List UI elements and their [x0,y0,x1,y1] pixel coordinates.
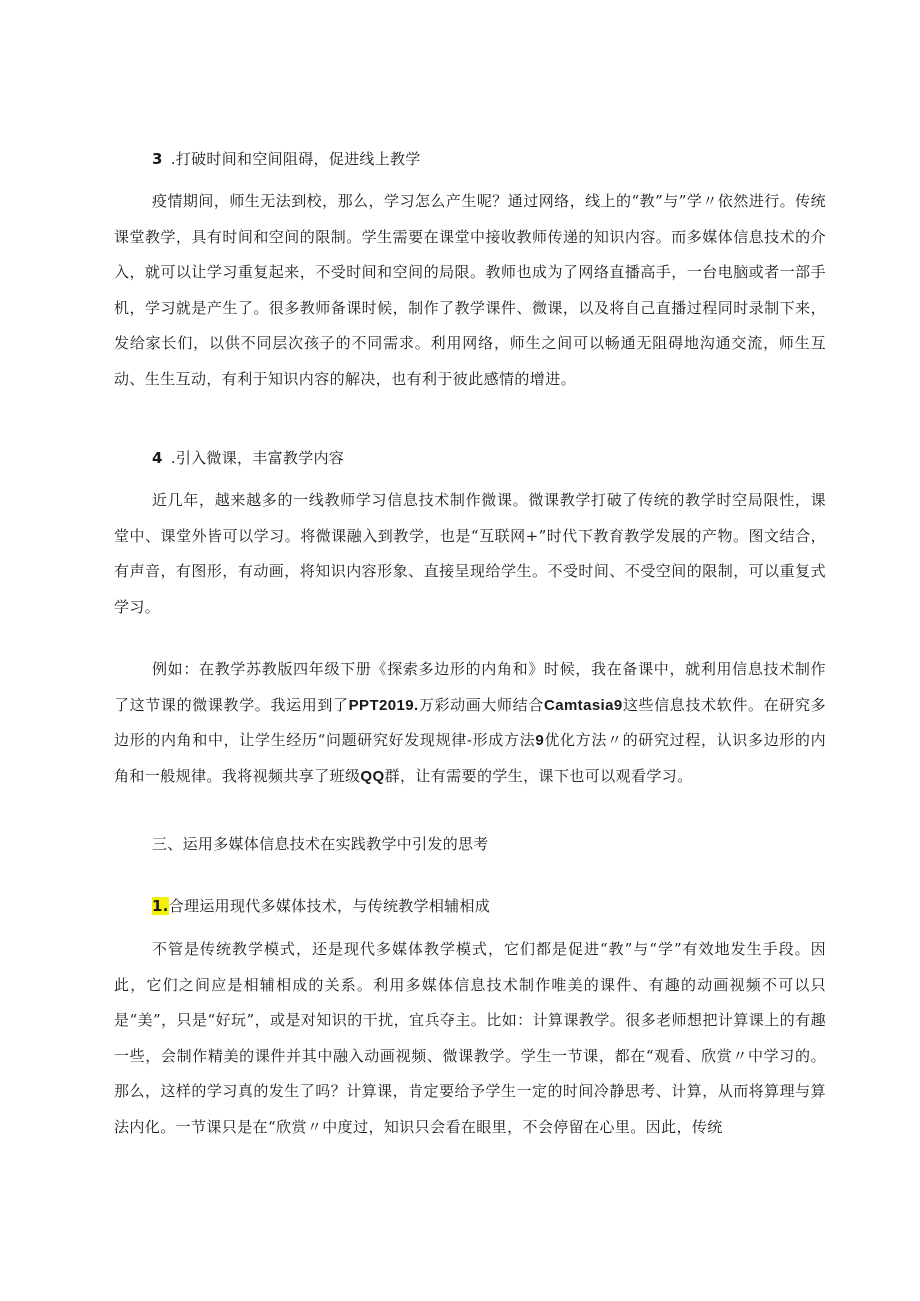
section-3-title: .打破时间和空间阻碍，促进线上教学 [170,150,421,168]
section-4-title: .引入微课，丰富教学内容 [170,449,345,467]
example-text-i: 群，让有需要的学生，课下也可以观看学习。 [384,766,693,785]
section-4-paragraph-1: 近几年，越来越多的一线教师学习信息技术制作微课。微课教学打破了传统的教学时空局限性，课堂中、课堂外皆可以学习。将微课融入到教学，也是“互联网+”时代下教育教学发展的产物。图文结合，有声音，有图形，有动画，将知识内容形象、直接呈现给学生。不受时间、不受空间的限制，可以重复式学习。 [114,491,826,616]
section-4-paragraph-2 [114,652,826,794]
section-1-heading [114,894,490,918]
example-text-g: 优化方法〃的研究过程，认识多边形的内角和一般规律。我将视频共享了班级 [114,731,826,785]
section-3-number: 3 [152,150,163,168]
example-number-9: 9 [535,732,545,749]
example-text-a: 例如：在教学苏教版四年级下册《探索多边形的内角和》时候，我在备课中，就利用信息技术制作了这节课的微课教学。我运用到了 [114,660,826,714]
example-qq: QQ [360,767,385,785]
section-1-paragraph: 不管是传统教学模式，还是现代多媒体教学模式，它们都是促进“教”与“学”有效地发生手段。因此，它们之间应是相辅相成的关系。利用多媒体信息技术制作唯美的课件、有趣的动画视频不可以只是“美”，只是“好玩”，或是对知识的干扰，宜兵夺主。比如：计算课教学。很多老师想把计算课上的有趣一些，会制作精美的课件并其中融入动画视频、微课教学。学生一节课，都在“观看、欣赏〃中学习的。那么，这样的学习真的发生了吗？计算课，肯定要给予学生一定的时间冷静思考、计算，从而将算理与算法内化。一节课只是在“欣赏〃中度过，知识只会看在眼里，不会停留在心里。因此，传统 [114,940,826,1136]
section-3-paragraph: 疫情期间，师生无法到校，那么，学习怎么产生呢？通过网络，线上的“教”与”学〃依然进行。传统课堂教学，具有时间和空间的限制。学生需要在课堂中接收教师传递的知识内容。而多媒体信息技术的介入，就可以让学习重复起来，不受时间和空间的局限。教师也成为了网络直播高手，一台电脑或者一部手机，学习就是产生了。很多教师备课时候，制作了教学课件、微课，以及将自己直播过程同时录制下来，发给家长们，以供不同层次孩子的不同需求。利用网络，师生之间可以畅通无阻碍地沟通交流，师生互动、生生互动，有利于知识内容的解决，也有利于彼此感情的增进。 [114,192,826,388]
section-1-title: 合理运用现代多媒体技术，与传统教学相辅相成 [168,897,491,915]
part-3-heading: 三、运用多媒体信息技术在实践教学中引发的思考 [152,835,489,853]
example-software-ppt: PPT2019. [348,696,419,714]
example-text-c: 万彩动画大师结合 [418,695,544,714]
example-text-e: 这些信息技术软件。在研究多边形的内角和中，让学生经历“问题研究好发现规律-形成方法 [114,695,826,749]
section-3-heading [114,147,421,171]
section-4-number: 4 [152,449,163,467]
section-1-number-highlight: 1. [152,897,169,915]
example-software-camtasia: Camtasia9 [543,696,623,714]
section-4-heading [114,446,344,470]
